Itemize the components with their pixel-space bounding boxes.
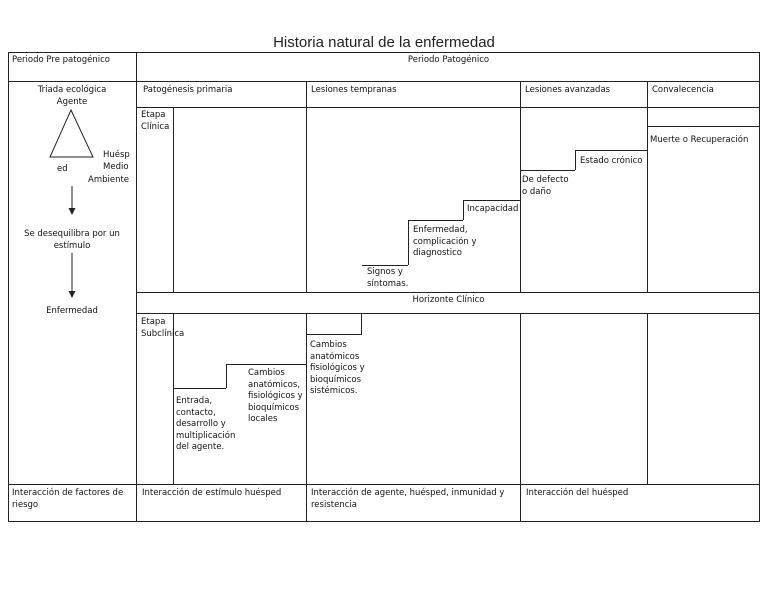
header-prepatogenico: Periodo Pre patogénico bbox=[12, 55, 111, 65]
cambios-sistemicos-label: Cambios anatómicos fisiológicos y bioquímicos sistémicos. bbox=[310, 340, 365, 396]
defecto-label: De defecto o daño bbox=[522, 175, 569, 197]
triada-label: Triada ecológica bbox=[37, 85, 107, 95]
col-header-convalecencia: Convalecencia bbox=[652, 85, 714, 95]
medio-label: Medio bbox=[103, 162, 129, 172]
footer-agente: Interacción de agente, huésped, inmunidad y resistencia bbox=[311, 488, 505, 510]
col-header-avanzadas: Lesiones avanzadas bbox=[525, 85, 611, 95]
ed-label: ed bbox=[57, 164, 68, 174]
agente-label: Agente bbox=[56, 97, 88, 107]
desequilibra-label: Se desequilibra por un estímulo bbox=[24, 229, 120, 251]
etapa-subclinica-label: Etapa Subclínica bbox=[141, 317, 185, 339]
footer-estimulo: Interacción de estímulo huésped bbox=[142, 488, 282, 498]
col-header-tempranas: Lesiones tempranas bbox=[311, 85, 397, 95]
ambiente-label: Ambiente bbox=[88, 175, 130, 185]
footer-riesgo: Interacción de factores de riesgo bbox=[12, 488, 124, 510]
huesp-label: Huésp bbox=[103, 150, 130, 160]
enfermedad-complicacion-label: Enfermedad, complicación y diagnostico bbox=[413, 225, 477, 258]
etapa-clinica-label: Etapa Clínica bbox=[141, 110, 170, 132]
signos-label: Signos y síntomas. bbox=[367, 267, 409, 289]
footer-huesped: Interacción del huésped bbox=[526, 488, 629, 498]
estado-cronico-label: Estado crónico bbox=[580, 156, 643, 166]
muerte-recuperacion-label: Muerte o Recuperación bbox=[650, 135, 749, 145]
incapacidad-label: Incapacidad bbox=[467, 204, 519, 214]
entrada-label: Entrada, contacto, desarrollo y multiplicación del agente. bbox=[176, 396, 236, 452]
ecological-triad-triangle bbox=[50, 110, 93, 157]
diagram-title: Historia natural de la enfermedad bbox=[273, 34, 495, 51]
cambios-locales-label: Cambios anatómicos, fisiológicos y bioquímicos locales bbox=[248, 368, 303, 424]
enfermedad-label: Enfermedad bbox=[46, 306, 98, 316]
horizonte-clinico-label: Horizonte Clínico bbox=[412, 295, 485, 305]
header-patogenico: Periodo Patogénico bbox=[407, 55, 490, 65]
col-header-primaria: Patogénesis primaria bbox=[143, 85, 233, 95]
